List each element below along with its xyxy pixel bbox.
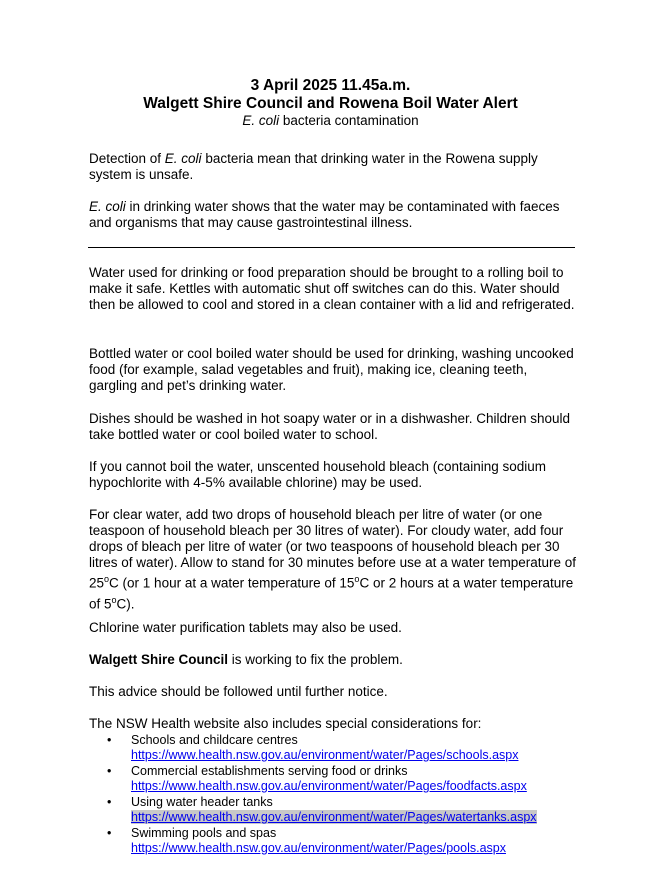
list-item-label: Schools and childcare centres <box>131 733 298 747</box>
subtitle-italic: E. coli <box>242 113 280 128</box>
dosage-text-c: C or 2 hours at a water temperature of 5 <box>89 575 574 611</box>
intro-paragraph-2 <box>89 199 579 231</box>
list-item-label: Swimming pools and spas <box>131 826 277 840</box>
page-title: Walgett Shire Council and Rowena Boil Water Alert <box>143 95 518 112</box>
list-item <box>107 733 537 763</box>
bullet-icon: • <box>107 795 112 809</box>
pools-link[interactable]: https://www.health.nsw.gov.au/environment/water/Pages/pools.aspx <box>131 841 506 855</box>
nsw-intro-paragraph: The NSW Health website also includes special considerations for: <box>89 716 482 731</box>
bullet-icon: • <box>107 733 112 747</box>
dishes-paragraph: Dishes should be washed in hot soapy water or in a dishwasher. Children should take bottled water or cool boiled water to school. <box>89 411 571 442</box>
advice-paragraph: This advice should be followed until further notice. <box>89 684 388 699</box>
bullet-icon: • <box>107 826 112 840</box>
council-name: Walgett Shire Council <box>89 652 229 667</box>
list-item-label: Using water header tanks <box>131 795 273 809</box>
subtitle-rest: bacteria contamination <box>279 113 419 128</box>
divider <box>88 247 575 248</box>
intro-p2-post: in drinking water shows that the water may be contaminated with faeces and organisms that may cause gastrointestinal illness. <box>89 199 560 230</box>
list-item-label: Commercial establishments serving food or drinks <box>131 764 408 778</box>
intro-p1-post: bacteria mean that drinking water in the Rowena supply system is unsafe. <box>89 151 538 182</box>
date-line: 3 April 2025 11.45a.m. <box>250 77 411 94</box>
council-paragraph <box>89 652 579 668</box>
dosage-text-b: C (or 1 hour at a water temperature of 15 <box>109 575 355 591</box>
bullet-icon: • <box>107 764 112 778</box>
bleach-paragraph: If you cannot boil the water, unscented household bleach (containing sodium hypochlorite with 4-5% available chlorine) may be used. <box>89 459 547 490</box>
intro-p2-italic: E. coli <box>89 199 126 214</box>
dosage-paragraph <box>89 507 579 612</box>
bottled-paragraph: Bottled water or cool boiled water should be used for drinking, washing uncooked food (for example, salad vegetables and fruit), making ice, cleaning teeth, gargling and pet’s drinking water. <box>89 346 574 393</box>
watertanks-link-text: https://www.health.nsw.gov.au/environment/water/Pages/watertanks.aspx <box>131 810 537 824</box>
intro-p1-italic: E. coli <box>164 151 202 166</box>
tablets-paragraph: Chlorine water purification tablets may also be used. <box>89 620 402 635</box>
subtitle <box>0 113 661 129</box>
boil-paragraph: Water used for drinking or food preparation should be brought to a rolling boil to make it safe. Kettles with automatic shut off switches can do this. Water should then be allowed to cool and stored in a clean container with a lid and refrigerated. <box>89 265 575 312</box>
list-item <box>107 795 537 825</box>
dosage-text-d: C). <box>116 596 135 611</box>
considerations-list <box>107 733 537 857</box>
degree-symbol: o <box>104 574 110 584</box>
council-rest: is working to fix the problem. <box>228 652 403 667</box>
list-item <box>107 764 537 794</box>
degree-symbol: o <box>111 594 117 605</box>
dosage-text-a: For clear water, add two drops of household bleach per litre of water (or one teaspoon of household bleach per 30 litres of water). For cloudy water, add four drops of bleach per litre of water (or two teaspoons of household bleach per 30 litres of water). Allow to stand for 30 minutes before use at a water temperature of 25 <box>89 507 576 591</box>
foodfacts-link[interactable]: https://www.health.nsw.gov.au/environment/water/Pages/foodfacts.aspx <box>131 779 527 793</box>
intro-paragraph-1 <box>89 151 579 183</box>
degree-symbol: o <box>354 574 360 584</box>
schools-link[interactable]: https://www.health.nsw.gov.au/environment/water/Pages/schools.aspx <box>131 748 519 762</box>
list-item <box>107 826 537 856</box>
watertanks-link[interactable] <box>131 810 537 825</box>
intro-p1-pre: Detection of <box>89 151 165 166</box>
